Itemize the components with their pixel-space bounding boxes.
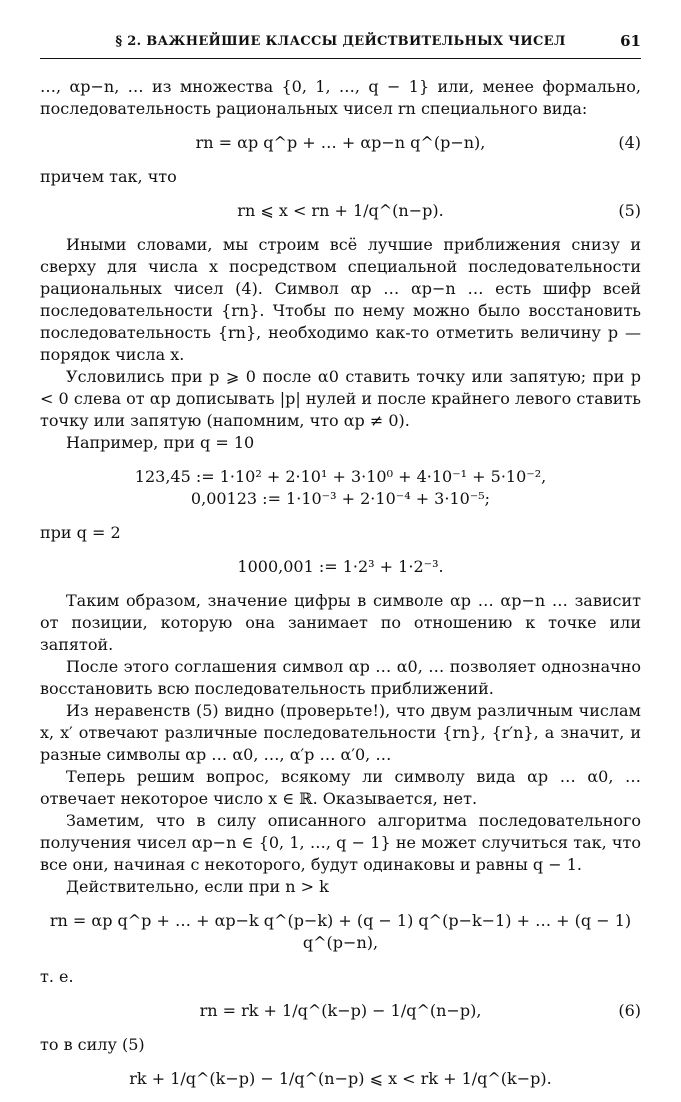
equation-text: rn = αp q^p + … + αp−n q^(p−n), [195, 133, 486, 152]
section-title: § 2. ВАЖНЕЙШИЕ КЛАССЫ ДЕЙСТВИТЕЛЬНЫХ ЧИСЕЛ [115, 34, 566, 49]
equation-example-1 [40, 466, 641, 510]
equation-text: 123,45 := 1·10² + 2·10¹ + 3·10⁰ + 4·10⁻¹ + 5·10⁻², [134, 467, 547, 486]
page-number: 61 [620, 32, 641, 50]
equation-final [40, 1068, 641, 1090]
equation-number: (4) [618, 133, 641, 152]
equation-sum [40, 910, 641, 954]
equation-example-2 [40, 556, 641, 578]
paragraph: Условились при p ⩾ 0 после α0 ставить точку или запятую; при p < 0 слева от αp дописывать |p| нулей и после крайнего левого ставить точку или запятую (напомним, что αp ≠ 0). [40, 367, 641, 430]
paragraph: Теперь решим вопрос, всякому ли символу вида αp … α0, … отвечает некоторое число x ∈ ℝ. Оказывается, нет. [40, 767, 641, 808]
equation-6 [40, 1000, 641, 1022]
equation-text: 0,00123 := 1·10⁻³ + 2·10⁻⁴ + 3·10⁻⁵; [190, 489, 491, 508]
paragraph: т. е. [40, 967, 74, 986]
paragraph: Из неравенств (5) видно (проверьте!), что двум различным числам x, x′ отвечают различные последовательности {rn}, {r′n}, а значит, и разные символы αp … α0, …, α′p … α′0, … [40, 701, 641, 764]
equation-text: 1000,001 := 1·2³ + 1·2⁻³. [237, 557, 444, 576]
paragraph: Таким образом, значение цифры в символе αp … αp−n … зависит от позиции, которую она занимает по отношению к точке или запятой. [40, 591, 641, 654]
paragraph: …, αp−n, … из множества {0, 1, …, q − 1} или, менее формально, последовательность рациональных чисел rn специального вида: [40, 77, 641, 118]
equation-text: rn = αp q^p + … + αp−k q^(p−k) + (q − 1) q^(p−k−1) + … + (q − 1) q^(p−n), [49, 911, 632, 952]
paragraph: при q = 2 [40, 523, 121, 542]
page-body [40, 76, 641, 1102]
paragraph: Действительно, если при n > k [66, 877, 329, 896]
equation-text: rk + 1/q^(k−p) − 1/q^(n−p) ⩽ x < rk + 1/q^(k−p). [129, 1069, 552, 1088]
running-header [40, 30, 641, 59]
paragraph: Иными словами, мы строим всё лучшие приближения снизу и сверху для числа x посредством специальной последовательности рациональных чисел (4). Символ αp … αp−n … есть шифр всей последовательности {rn}. Чтобы по нему можно было восстановить последовательность {rn}, необходимо как-то отметить величину p — порядок числа x. [40, 235, 641, 364]
paragraph: Заметим, что в силу описанного алгоритма последовательного получения чисел αp−n ∈ {0, 1, …, q − 1} не может случиться так, что все они, начиная с некоторого, будут одинаковы и равны q − 1. [40, 811, 641, 874]
equation-4 [40, 132, 641, 154]
equation-5 [40, 200, 641, 222]
paragraph: причем так, что [40, 167, 177, 186]
equation-text: rn ⩽ x < rn + 1/q^(n−p). [237, 201, 444, 220]
equation-text: rn = rk + 1/q^(k−p) − 1/q^(n−p), [199, 1001, 482, 1020]
paragraph: Например, при q = 10 [66, 433, 255, 452]
paragraph: то в силу (5) [40, 1035, 145, 1054]
equation-number: (5) [618, 201, 641, 220]
paragraph: После этого соглашения символ αp … α0, … позволяет однозначно восстановить всю последовательность приближений. [40, 657, 641, 698]
equation-number: (6) [618, 1001, 641, 1020]
